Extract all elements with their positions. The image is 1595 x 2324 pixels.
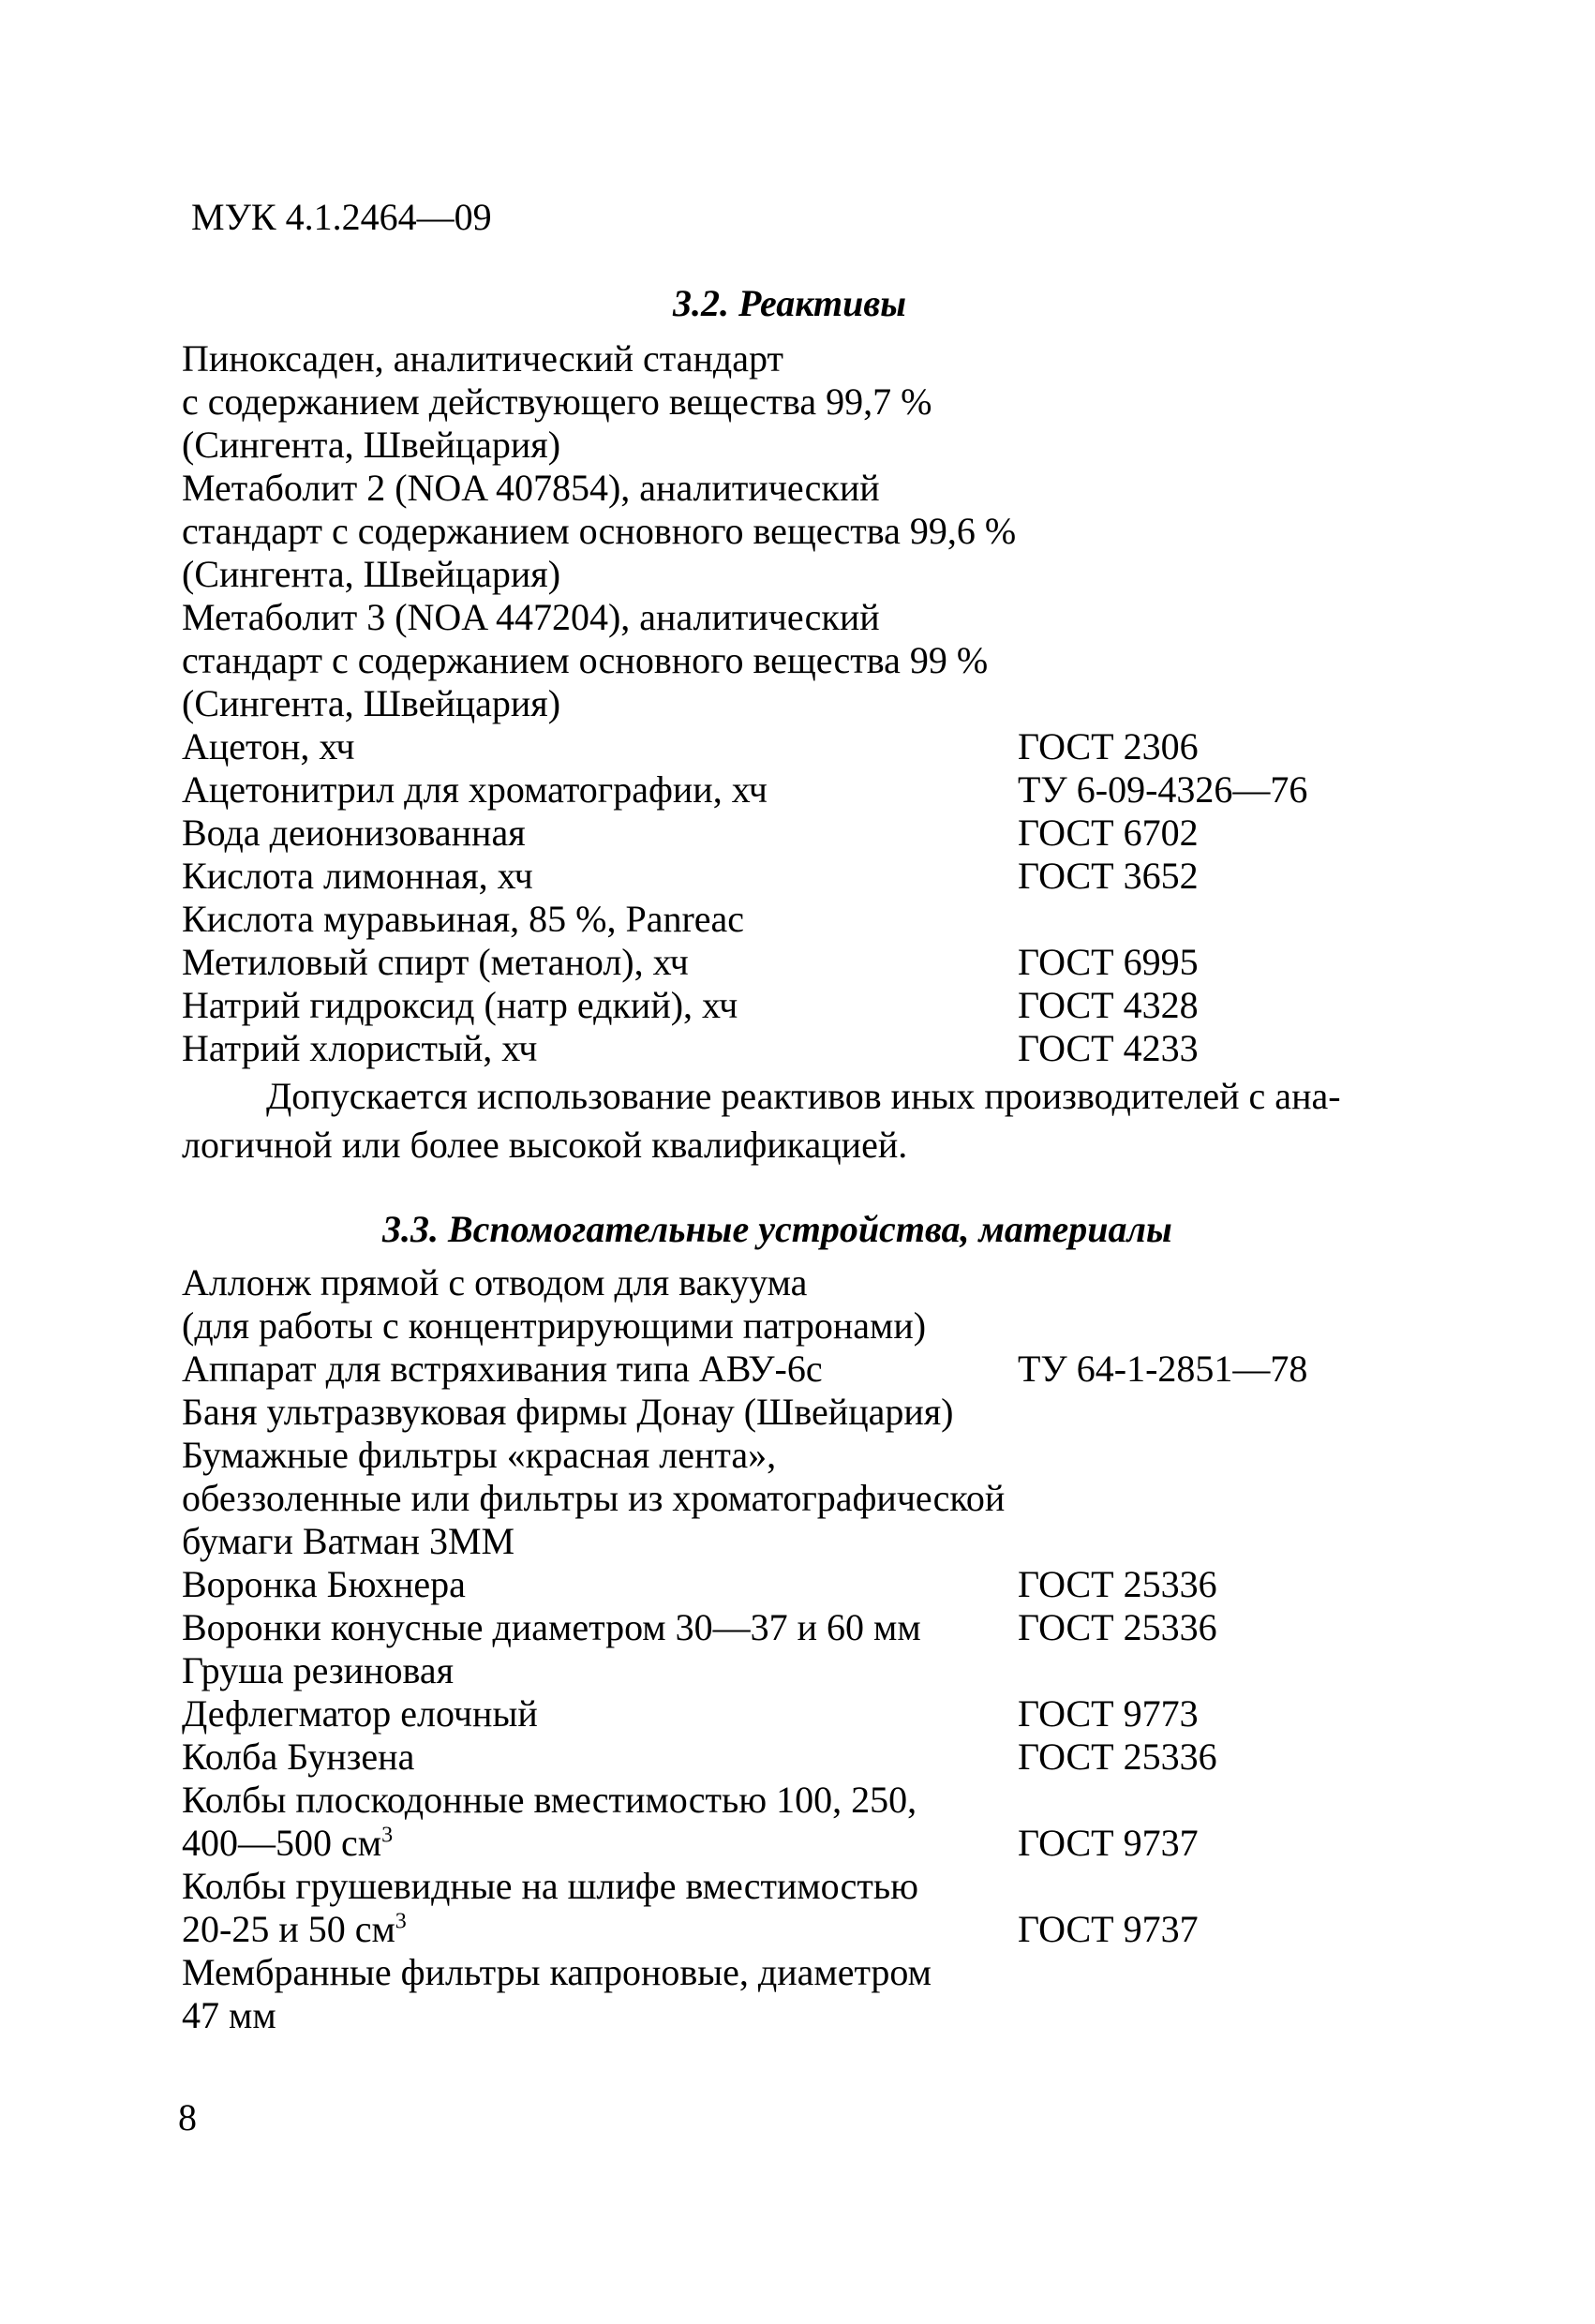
- item-name: Метаболит 3 (NOA 447204), аналитический: [182, 596, 880, 638]
- note-line: логичной или более высокой квалификацией.: [182, 1124, 908, 1166]
- item-name: Ацетонитрил для хроматографии, хч: [182, 768, 768, 811]
- item-standard: ГОСТ 4328: [1018, 984, 1199, 1026]
- item-name: 47 мм: [182, 1994, 276, 2036]
- item-name: стандарт с содержанием основного вещества 99 %: [182, 639, 989, 681]
- item-name: (Сингента, Швейцария): [182, 553, 561, 595]
- item-standard: ГОСТ 9773: [1018, 1692, 1199, 1735]
- list-item: [182, 1434, 1428, 1477]
- list-item: [182, 812, 1428, 855]
- list-item: [182, 1304, 1428, 1348]
- item-standard: ГОСТ 6995: [1018, 941, 1199, 983]
- list-item: [182, 1736, 1428, 1779]
- devices-list: [182, 1261, 1428, 2037]
- superscript: 3: [395, 1909, 407, 1934]
- item-name: (для работы с концентрирующими патронами): [182, 1304, 927, 1347]
- item-name: Груша резиновая: [182, 1649, 454, 1691]
- item-name: обеззоленные или фильтры из хроматографической: [182, 1477, 1006, 1519]
- item-standard: ГОСТ 25336: [1018, 1606, 1217, 1648]
- item-name: Вода деионизованная: [182, 812, 526, 854]
- item-standard: ТУ 6-09-4326—76: [1018, 768, 1308, 811]
- reagents-note: [182, 1072, 1400, 1169]
- list-item: [182, 984, 1428, 1027]
- list-item: [182, 1520, 1428, 1563]
- list-item: [182, 1779, 1428, 1822]
- list-item: [182, 1391, 1428, 1434]
- page-number: 8: [178, 2096, 197, 2138]
- list-item: [182, 1563, 1428, 1606]
- reagents-list: [182, 337, 1428, 1070]
- list-item: [182, 1908, 1428, 1951]
- item-standard: ГОСТ 25336: [1018, 1563, 1217, 1605]
- item-name: [182, 1822, 393, 1865]
- item-name: Бумажные фильтры «красная лента»,: [182, 1434, 777, 1476]
- item-standard: ГОСТ 9737: [1018, 1908, 1199, 1950]
- item-name: Мембранные фильтры капроновые, диаметром: [182, 1951, 932, 1993]
- item-name: стандарт с содержанием основного вещества 99,6 %: [182, 510, 1017, 552]
- item-standard: ГОСТ 3652: [1018, 855, 1199, 897]
- list-item: [182, 1994, 1428, 2037]
- item-standard: ГОСТ 2306: [1018, 725, 1199, 767]
- superscript: 3: [381, 1823, 394, 1848]
- list-item: [182, 1865, 1428, 1908]
- list-item: [182, 725, 1428, 768]
- list-item: [182, 424, 1428, 467]
- item-standard: ГОСТ 25336: [1018, 1736, 1217, 1778]
- item-name: Натрий хлористый, хч: [182, 1027, 538, 1069]
- item-name: Метиловый спирт (метанол), хч: [182, 941, 689, 983]
- item-name: Натрий гидроксид (натр едкий), хч: [182, 984, 738, 1026]
- list-item: [182, 1692, 1428, 1736]
- list-item: [182, 1261, 1428, 1304]
- item-name: (Сингента, Швейцария): [182, 682, 561, 724]
- list-item: [182, 380, 1428, 424]
- list-item: [182, 553, 1428, 596]
- list-item: [182, 682, 1428, 725]
- list-item: [182, 1822, 1428, 1865]
- item-name: Метаболит 2 (NOA 407854), аналитический: [182, 467, 880, 509]
- list-item: [182, 1027, 1428, 1070]
- reagents-section-title: 3.2. Реактивы: [673, 282, 906, 324]
- list-item: [182, 596, 1428, 639]
- list-item: [182, 941, 1428, 984]
- item-name: Дефлегматор елочный: [182, 1692, 538, 1735]
- item-name: с содержанием действующего вещества 99,7 %: [182, 380, 932, 423]
- item-name: Воронка Бюхнера: [182, 1563, 466, 1605]
- item-name: Баня ультразвуковая фирмы Донау (Швейцария): [182, 1391, 954, 1433]
- list-item: [182, 1348, 1428, 1391]
- item-name: Кислота муравьиная, 85 %, Panreac: [182, 898, 745, 940]
- list-item: [182, 1606, 1428, 1649]
- item-name: бумаги Ватман 3ММ: [182, 1520, 515, 1562]
- item-name: (Сингента, Швейцария): [182, 424, 561, 466]
- item-name: Колба Бунзена: [182, 1736, 415, 1778]
- item-name: Аппарат для встряхивания типа АВУ-6с: [182, 1348, 823, 1390]
- list-item: [182, 1477, 1428, 1520]
- item-name: Кислота лимонная, хч: [182, 855, 533, 897]
- list-item: [182, 898, 1428, 941]
- item-standard: ГОСТ 4233: [1018, 1027, 1199, 1069]
- item-name-text: 20-25 и 50 см: [182, 1908, 395, 1950]
- item-name: Ацетон, хч: [182, 725, 355, 767]
- item-name: Аллонж прямой с отводом для вакуума: [182, 1261, 808, 1304]
- list-item: [182, 510, 1428, 553]
- item-standard: ГОСТ 9737: [1018, 1822, 1199, 1864]
- item-standard: ГОСТ 6702: [1018, 812, 1199, 854]
- list-item: [182, 639, 1428, 682]
- item-name: Воронки конусные диаметром 30—37 и 60 мм: [182, 1606, 921, 1648]
- devices-section-title: 3.3. Вспомогательные устройства, материалы: [382, 1208, 1172, 1250]
- list-item: [182, 1951, 1428, 1994]
- item-name-text: 400—500 см: [182, 1822, 382, 1864]
- list-item: [182, 768, 1428, 812]
- list-item: [182, 1649, 1428, 1692]
- list-item: [182, 337, 1428, 380]
- item-name: Колбы плоскодонные вместимостью 100, 250,: [182, 1779, 917, 1821]
- note-line: Допускается использование реактивов иных производителей с ана-: [266, 1075, 1341, 1117]
- document-code: МУК 4.1.2464—09: [191, 196, 492, 238]
- item-name: [182, 1908, 407, 1951]
- item-name: Пиноксаден, аналитический стандарт: [182, 337, 783, 380]
- list-item: [182, 855, 1428, 898]
- list-item: [182, 467, 1428, 510]
- item-standard: ТУ 64-1-2851—78: [1018, 1348, 1308, 1390]
- item-name: Колбы грушевидные на шлифе вместимостью: [182, 1865, 919, 1907]
